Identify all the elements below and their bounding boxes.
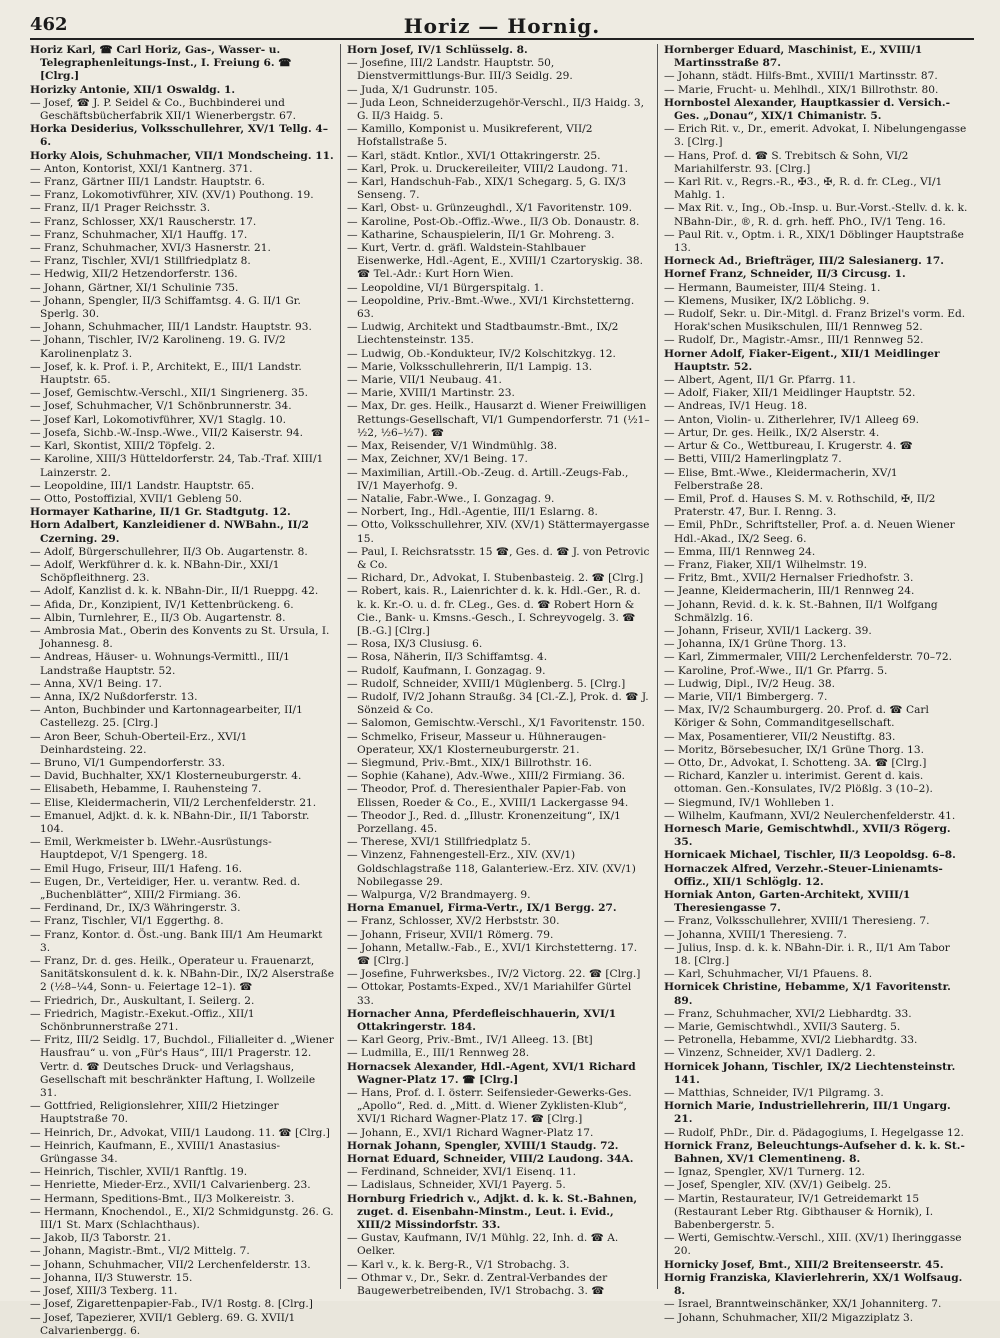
column-middle [341, 44, 658, 1298]
directory-entry: — Franz, Kontor. d. Öst.-ung. Bank III/1 Am Heumarkt 3. [30, 928, 323, 954]
directory-entry: — Vinzenz, Fahnengestell-Erz., XIV. (XV/1) Goldschlagstraße 118, Galanteriew.-Erz. XIV. (XV/1) Nobilegasse 29. [347, 849, 636, 888]
directory-entry: — Rudolf, Sekr. u. Dir.-Mitgl. d. Franz Brizel's vorm. Ed. Horak'schen Musikschulen, III/1 Rennweg 52. [664, 308, 966, 334]
directory-entry: — Rosa, IX/3 Clusiusg. 6. [347, 638, 483, 651]
directory-entry: — Anton, Violin- u. Zitherlehrer, IV/1 Alleeg 69. [664, 413, 920, 426]
directory-entry: — Franz, Volksschullehrer, XVIII/1 Theresieng. 7. [664, 915, 930, 928]
directory-entry: — Karl, städt. Kntlor., XVI/1 Ottakringerstr. 25. [347, 149, 601, 162]
directory-entry: — Hans, Prof. d. I. österr. Seifensieder-Gewerks-Ges. „Apollo“, Red. d. „Mitt. d. Wiener Zyklisten-Klub“, XVI/1 Richard Wagner-Platz 17. ☎ [Clrg.] [347, 1087, 632, 1126]
directory-entry: — Karl, Handschuh-Fab., XIX/1 Schegarg. 5, G. IX/3 Senseng. 7. [347, 176, 627, 202]
directory-entry: — Betti, VIII/2 Hamerlingplatz 7. [664, 453, 842, 466]
directory-entry: — Fritz, III/2 Seidlg. 17, Buchdol., Filialleiter d. „Wiener Hausfrau“ u. von „Für's Haus“, III/1 Pragerstr. 12. Vertr. d. ☎ Deutsches Druck- und Verlagshaus, Gesellschaft mit beschränkter Haftung, I. Wollzeile 31. [30, 1034, 334, 1100]
directory-entry: — Hermann, Speditions-Bmt., II/3 Molkereistr. 3. [30, 1192, 295, 1205]
directory-entry: — Josef, k. k. Prof. i. P., Architekt, E., III/1 Landstr. Hauptstr. 65. [30, 360, 302, 387]
directory-entry: — Josef, XIII/3 Texberg. 11. [30, 1285, 178, 1298]
directory-entry: — Hedwig, XII/2 Hetzendorferstr. 136. [30, 268, 238, 281]
directory-entry: — Gustav, Kaufmann, IV/1 Mühlg. 22, Inh. d. ☎ A. Oelker. [347, 1232, 619, 1258]
directory-entry: — Franz, II/1 Prager Reichsstr. 3. [30, 202, 211, 215]
directory-entry: — Siegmund, Priv.-Bmt., XIX/1 Billrothstr. 16. [347, 756, 592, 769]
directory-entry: — Ludwig, Dipl., IV/2 Heug. 38. [664, 677, 835, 690]
directory-entry: — Johann, Gärtner, XI/1 Schulinie 735. [30, 281, 239, 294]
directory-entry: — Josefa, Sichb.-W.-Insp.-Wwe., VII/2 Kaiserstr. 94. [30, 426, 303, 439]
directory-entry: — Leopoldine, III/1 Landstr. Hauptstr. 65. [30, 479, 255, 492]
directory-entry: — Johann, Schuhmacher, XII/2 Migazziplatz 3. [664, 1311, 914, 1324]
directory-entry: — Franz, Schuhmacher, XVI/3 Hasnerstr. 21. [30, 242, 271, 255]
directory-entry-heading: Hornacher Anna, Pferdefleischhauerin, XVI/1 Ottakringerstr. 184. [347, 1007, 617, 1034]
directory-entry: — Josef, Schuhmacher, V/1 Schönbrunnerstr. 34. [30, 400, 292, 413]
directory-entry: — Wilhelm, Kaufmann, XVI/2 Neulerchenfelderstr. 41. [664, 809, 956, 822]
directory-entry: — Josef, Gemischtw.-Verschl., XII/1 Singrienerg. 35. [30, 387, 308, 400]
directory-entry: — Franz, Gärtner III/1 Landstr. Hauptstr. 6. [30, 176, 265, 189]
directory-entry: — Ambrosia Mat., Oberin des Konvents zu St. Ursula, I. Johannesg. 8. [30, 624, 330, 651]
directory-entry: — Juda, X/1 Gudrunstr. 105. [347, 83, 498, 96]
directory-entry: — Franz, Schuhmacher, XVI/2 Liebhardtg. 33. [664, 1007, 912, 1020]
directory-entry: — Gottfried, Religionslehrer, XIII/2 Hietzinger Hauptstraße 70. [30, 1100, 279, 1126]
page-number: 462 [30, 14, 68, 35]
directory-entry: — Franz, Tischler, XVI/1 Stillfriedplatz 8. [30, 255, 251, 268]
directory-entry: — Hermann, Baumeister, III/4 Steing. 1. [664, 281, 881, 294]
directory-entry: — Hans, Prof. d. ☎ S. Trebitsch & Sohn, VI/2 Mariahilferstr. 93. [Clrg.] [664, 149, 909, 175]
directory-entry: — Eugen, Dr., Verteidiger, Her. u. verantw. Red. d. „Buchenblätter“, XIII/2 Firmiang. 36. [30, 875, 301, 901]
directory-entry: — Kamillo, Komponist u. Musikreferent, VII/2 Hofstallstraße 5. [347, 123, 593, 149]
directory-entry: — Vinzenz, Schneider, XV/1 Dadlerg. 2. [664, 1047, 876, 1060]
directory-entry: — Maximilian, Artill.-Ob.-Zeug. d. Artill.-Zeugs-Fab., IV/1 Mayerhofg. 9. [347, 466, 629, 492]
directory-entry: — Leopoldine, Priv.-Bmt.-Wwe., XVI/1 Kirchstetterng. 63. [347, 294, 635, 321]
directory-entry: — Julius, Insp. d. k. k. NBahn-Dir. i. R., II/1 Am Tabor 18. [Clrg.] [664, 941, 950, 968]
directory-entry: — Ignaz, Spengler, XV/1 Turnerg. 12. [664, 1166, 865, 1179]
directory-entry: — Adolf, Bürgerschullehrer, II/3 Ob. Augartenstr. 8. [30, 545, 308, 558]
directory-entry: — Henriette, Mieder-Erz., XVII/1 Calvarienberg. 23. [30, 1179, 311, 1192]
directory-entry-heading: Hornesch Marie, Gemischtwhdl., XVII/3 Rögerg. 35. [664, 822, 951, 849]
directory-entry: — Karl Rit. v., Regrs.-R., ✠3., ✠, R. d. fr. CLeg., VI/1 Mahlg. 1. [664, 176, 943, 202]
directory-entry: — Kurt, Vertr. d. gräfl. Waldstein-Stahlbauer Eisenwerke, Hdl.-Agent, E., XVIII/1 Czartoryskig. 38. ☎ Tel.-Adr.: Kurt Horn Wien. [347, 242, 643, 281]
directory-entry-heading: Hornbostel Alexander, Hauptkassier d. Versich.-Ges. „Donau“, XIX/1 Chimanistr. 5. [664, 96, 950, 123]
directory-entry: — Heinrich, Kaufmann, E., XVIII/1 Anastasius-Grüngasse 34. [30, 1139, 281, 1166]
directory-entry: — Max Rit. v., Ing., Ob.-Insp. u. Bur.-Vorst.-Stellv. d. k. k. NBahn-Dir., ®, R. d. grh. heff. PhO., IV/1 Teng. 16. [664, 202, 968, 228]
directory-entry: — Ottokar, Postamts-Exped., XV/1 Mariahilfer Gürtel 33. [347, 981, 632, 1007]
directory-entry: — Franz, Schlosser, XV/2 Herbststr. 30. [347, 915, 560, 928]
directory-entry-heading: Horn Josef, IV/1 Schlüsselg. 8. [347, 44, 528, 56]
directory-entry: — Ladislaus, Schneider, XVI/1 Payerg. 5. [347, 1179, 566, 1192]
directory-entry: — Aron Beer, Schuh-Oberteil-Erz., XVI/1 Deinhardsteing. 22. [30, 730, 248, 756]
directory-entry: — Norbert, Ing., Hdl.-Agentie, III/1 Eslarng. 8. [347, 506, 598, 519]
directory-entry: — Johann, Tischler, IV/2 Karolineng. 19. G. IV/2 Karolinenplatz 3. [30, 334, 286, 360]
directory-entry: — Elisabeth, Hebamme, I. Rauhensteing 7. [30, 783, 262, 796]
directory-entry: — Ludwig, Ob.-Kondukteur, IV/2 Kolschitzkyg. 12. [347, 347, 616, 360]
directory-entry: — Rudolf, Schneider, XVIII/1 Müglenberg. 5. [Clrg.] [347, 677, 626, 690]
directory-entry: — Josef, Tapezierer, XVII/1 Geblerg. 69. G. XVII/1 Calvarienbergg. 6. [30, 1311, 296, 1337]
directory-entry: — Johann, Friseur, XVII/1 Römerg. 79. [347, 928, 554, 941]
directory-entry: — Natalie, Fabr.-Wwe., I. Gonzagag. 9. [347, 492, 555, 505]
directory-entry: — Sophie (Kahane), Adv.-Wwe., XIII/2 Firmiang. 36. [347, 770, 626, 783]
directory-entry-heading: Hornberger Eduard, Maschinist, E., XVIII/1 Martinsstraße 87. [664, 44, 923, 70]
directory-entry: — Theodor J., Red. d. „Illustr. Kronenzeitung“, IX/1 Porzellang. 45. [347, 809, 621, 835]
directory-entry: — Emil, PhDr., Schriftsteller, Prof. a. d. Neuen Wiener Hdl.-Akad., IX/2 Seeg. 6. [664, 519, 955, 545]
directory-entry: — Karl, Obst- u. Grünzeughdl., X/1 Favoritenstr. 109. [347, 202, 633, 215]
directory-entry: — Rudolf, Dr., Magistr.-Amsr., III/1 Rennweg 52. [664, 334, 924, 347]
directory-entry: — Emma, III/1 Rennweg 24. [664, 545, 816, 558]
directory-entry: — Richard, Dr., Advokat, I. Stubenbasteig. 2. ☎ [Clrg.] [347, 572, 644, 585]
column-right [658, 44, 974, 1324]
directory-entry: — Max, Posamentierer, VII/2 Neustiftg. 83. [664, 730, 896, 743]
directory-entry: — Franz, Schuhmacher, XI/1 Hauffg. 17. [30, 228, 248, 241]
directory-entry: — Richard, Kanzler u. interimist. Gerent d. kais. ottoman. Gen.-Konsulates, IV/2 Plößlg. 3 (10–2). [664, 770, 933, 796]
directory-entry: — Salomon, Gemischtw.-Verschl., X/1 Favoritenstr. 150. [347, 717, 645, 730]
directory-entry: — Artur, Dr. ges. Heilk., IX/2 Alserstr. 4. [664, 426, 880, 439]
directory-entry: — Robert, kais. R., Laienrichter d. k. k. Hdl.-Ger., R. d. k. k. Kr.-O. u. d. fr. CLeg., Ges. d. ☎ Robert Horn & Cie., Bank- u. Kmsns.-Gesch., I. Schreyvogelg. 3. ☎ [B.-G.] [Clrg.] [347, 585, 641, 637]
directory-entry: — Josefine, Fuhrwerksbes., IV/2 Victorg. 22. ☎ [Clrg.] [347, 968, 641, 981]
directory-entry: — Ferdinand, Dr., IX/3 Währingerstr. 3. [30, 902, 241, 915]
directory-entry: — Andreas, IV/1 Heug. 18. [664, 400, 808, 413]
directory-entry: — Marie, XVIII/1 Martinstr. 23. [347, 387, 515, 400]
directory-entry: — Adolf, Werkführer d. k. k. NBahn-Dir., XXI/1 Schöpfleithnerg. 23. [30, 558, 280, 585]
directory-entry: — Rudolf, Kaufmann, I. Gonzagag. 9. [347, 664, 546, 677]
directory-entry-heading: Horka Desiderius, Volksschullehrer, XV/1 Tellg. 4–6. [30, 123, 328, 149]
directory-entry: — Rudolf, PhDr., Dir. d. Pädagogiums, I. Hegelgasse 12. [664, 1126, 964, 1139]
directory-entry: — Karoline, Post-Ob.-Offiz.-Wwe., II/3 Ob. Donaustr. 8. [347, 215, 640, 228]
directory-entry: — Johann, Revid. d. k. k. St.-Bahnen, II/1 Wolfgang Schmälzlg. 16. [664, 598, 938, 624]
directory-entry: — David, Buchhalter, XX/1 Klosterneuburgerstr. 4. [30, 770, 302, 783]
directory-entry-heading: Hornat Eduard, Schneider, VIII/2 Laudong. 34A. [347, 1153, 634, 1166]
directory-entry: — Emil Hugo, Friseur, III/1 Hafeng. 16. [30, 862, 242, 875]
directory-entry: — Katharine, Schauspielerin, II/1 Gr. Mohreng. 3. [347, 228, 615, 241]
directory-entry: — Albert, Agent, II/1 Gr. Pfarrg. 11. [664, 374, 856, 387]
directory-entry: — Johann, Schuhmacher, III/1 Landstr. Hauptstr. 93. [30, 321, 312, 334]
directory-entry: — Therese, XVI/1 Stillfriedplatz 5. [347, 836, 531, 849]
directory-entry-heading: Hornburg Friedrich v., Adjkt. d. k. k. St.-Bahnen, zuget. d. Eisenbahn-Minstm., Leut. i. Evid., XIII/2 Missindorfstr. 33. [347, 1192, 638, 1232]
directory-entry: — Johann, E., XVI/1 Richard Wagner-Platz 17. [347, 1126, 594, 1139]
directory-entry: — Juda Leon, Schneiderzugehör-Verschl., II/3 Haidg. 3, G. II/3 Haidg. 5. [347, 96, 644, 123]
directory-entry: — Karl, Zimmermaler, VIII/2 Lerchenfelderstr. 70–72. [664, 651, 952, 664]
directory-entry: — Emil, Werkmeister b. LWehr.-Ausrüstungs-Hauptdepot, V/1 Spengerg. 18. [30, 836, 272, 862]
directory-entry: — Karl Georg, Priv.-Bmt., IV/1 Alleeg. 13. [Bt] [347, 1034, 593, 1047]
directory-entry: — Otto, Postoffizial, XVII/1 Gebleng 50. [30, 492, 242, 505]
directory-entry: — Friedrich, Dr., Auskultant, I. Seilerg. 2. [30, 994, 255, 1007]
directory-entry: — Josef Karl, Lokomotivführer, XV/1 Staglg. 10. [30, 413, 287, 426]
directory-entry: — Karoline, XIII/3 Hütteldorferstr. 24, Tab.-Traf. XIII/1 Lainzerstr. 2. [30, 453, 324, 479]
directory-entry: — Othmar v., Dr., Sekr. d. Zentral-Verbandes der Baugewerbetreibenden, IV/1 Strobachg. 3. ☎ [347, 1271, 608, 1298]
directory-entry: — Otto, Dr., Advokat, I. Schotteng. 3A. ☎ [Clrg.] [664, 756, 927, 769]
directory-entry: — Johanna, IX/1 Grüne Thorg. 13. [664, 638, 847, 651]
directory-entry: — Martin, Restaurateur, IV/1 Getreidemarkt 15 (Restaurant Leber Rtg. Gibthauser & Hornik), I. Babenbergerstr. 5. [664, 1192, 934, 1232]
directory-entry: — Franz, Fiaker, XII/1 Wilhelmstr. 19. [664, 558, 867, 571]
column-left [30, 44, 341, 1337]
directory-entry: — Johann, Magistr.-Bmt., VI/2 Mittelg. 7. [30, 1245, 250, 1258]
directory-entry: — Johann, Metallw.-Fab., E., XVI/1 Kirchstetterng. 17. ☎ [Clrg.] [347, 941, 638, 968]
directory-entry-heading: Hornicky Josef, Bmt., XIII/2 Breitenseerstr. 45. [664, 1258, 944, 1271]
directory-entry: — Josef, ☎ J. P. Seidel & Co., Buchbinderei und Geschäftsbücherfabrik XII/1 Wienerbergstr. 67. [30, 96, 296, 123]
directory-entry: — Karl v., k. k. Berg-R., V/1 Strobachg. 3. [347, 1258, 570, 1271]
directory-entry: — Moritz, Börsebesucher, IX/1 Grüne Thorg. 13. [664, 743, 925, 756]
directory-entry: — Matthias, Schneider, IV/1 Pilgramg. 3. [664, 1087, 884, 1100]
directory-entry-heading: Horiz Karl, ☎ Carl Horiz, Gas-, Wasser- u. Telegraphenleitungs-Inst., I. Freiung 6. ☎ [Clrg.] [30, 44, 292, 83]
directory-entry: — Bruno, VI/1 Gumpendorferstr. 33. [30, 756, 225, 769]
directory-entry-heading: Hornick Franz, Beleuchtungs-Aufseher d. k. k. St.-Bahnen, XV/1 Clementineng. 8. [664, 1139, 965, 1166]
directory-entry-heading: Hornaczek Alfred, Verzehr.-Steuer-Linienamts-Offiz., XII/1 Schlöglg. 12. [664, 862, 943, 888]
header-rule [30, 38, 974, 40]
directory-entry-heading: Hornak Johann, Spengler, XVIII/1 Staudg. 72. [347, 1139, 619, 1152]
directory-entry: — Anton, Kontorist, XXI/1 Kantnerg. 371. [30, 162, 253, 175]
directory-entry: — Paul, I. Reichsratsstr. 15 ☎, Ges. d. ☎ J. von Petrovic & Co. [347, 545, 650, 571]
directory-entry: — Johann, Spengler, II/3 Schiffamtsg. 4. G. II/1 Gr. Sperlg. 30. [30, 294, 301, 321]
directory-entry: — Walpurga, V/2 Brandmayerg. 9. [347, 889, 531, 901]
directory-entry-heading: Horky Alois, Schuhmacher, VII/1 Mondscheing. 11. [30, 149, 334, 162]
directory-entry-heading: Hormayer Katharine, II/1 Gr. Stadtgutg. 12. [30, 506, 291, 519]
directory-entry-heading: Horneck Ad., Briefträger, III/2 Salesianerg. 17. [664, 255, 944, 268]
directory-entry: — Israel, Branntweinschänker, XX/1 Johanniterg. 7. [664, 1298, 942, 1311]
directory-entry: — Adolf, Fiaker, XII/1 Meidlinger Hauptstr. 52. [664, 387, 916, 400]
directory-entry: — Ludmilla, E., III/1 Rennweg 28. [347, 1047, 530, 1060]
directory-entry: — Karl, Prok. u. Druckereileiter, VIII/2 Laudong. 71. [347, 162, 628, 175]
directory-entry: — Artur & Co., Wettbureau, I. Krugerstr. 4. ☎ [664, 440, 913, 453]
directory-entry: — Emil, Prof. d. Hauses S. M. v. Rothschild, ✠, II/2 Praterstr. 47, Bur. I. Renng. 3. [664, 492, 936, 519]
directory-entry-heading: Hornicek Christine, Hebamme, X/1 Favoritenstr. 89. [664, 981, 951, 1007]
directory-entry: — Adolf, Kanzlist d. k. k. NBahn-Dir., II/1 Rueppg. 42. [30, 585, 319, 598]
directory-entry: — Emanuel, Adjkt. d. k. k. NBahn-Dir., II/1 Taborstr. 104. [30, 809, 310, 835]
directory-entry-heading: Horn Adalbert, Kanzleidiener d. NWBahn., II/2 Czerning. 29. [30, 519, 309, 545]
directory-entry: — Otto, Volksschullehrer, XIV. (XV/1) Stättermayergasse 15. [347, 519, 650, 545]
directory-entry: — Afida, Dr., Konzipient, IV/1 Kettenbrückeng. 6. [30, 598, 294, 611]
directory-entry: — Heinrich, Dr., Advokat, VIII/1 Laudong. 11. ☎ [Clrg.] [30, 1126, 330, 1139]
directory-entry-heading: Hornich Marie, Industriellehrerin, III/1 Ungarg. 21. [664, 1100, 951, 1126]
directory-entry-heading: Hornacsek Alexander, Hdl.-Agent, XVI/1 Richard Wagner-Platz 17. ☎ [Clrg.] [347, 1060, 636, 1086]
directory-entry-heading: Hornicaek Michael, Tischler, II/3 Leopoldsg. 6–8. [664, 849, 956, 862]
directory-entry: — Franz, Lokomotivführer, XIV. (XV/1) Pouthong. 19. [30, 189, 314, 202]
directory-entry: — Jakob, II/3 Taborstr. 21. [30, 1232, 171, 1245]
directory-entry: — Max, Zeichner, XV/1 Being. 17. [347, 453, 528, 466]
directory-entry: — Ferdinand, Schneider, XVI/1 Eisenq. 11. [347, 1166, 576, 1179]
directory-entry-heading: Horizky Antonie, XII/1 Oswaldg. 1. [30, 83, 236, 96]
directory-entry: — Marie, Volksschullehrerin, II/1 Lampig. 13. [347, 360, 593, 373]
directory-entry: — Karoline, Prof.-Wwe., II/1 Gr. Pfarrg. 5. [664, 664, 888, 677]
directory-entry: — Johanna, II/3 Stuwerstr. 15. [30, 1271, 193, 1284]
directory-entry: — Fritz, Bmt., XVII/2 Hernalser Friedhofstr. 3. [664, 572, 914, 585]
directory-entry: — Marie, VII/1 Bimbergerg. 7. [664, 690, 828, 703]
directory-entry: — Rudolf, IV/2 Johann Straußg. 34 [Cl.-Z.], Prok. d. ☎ J. Sönzeid & Co. [347, 690, 649, 717]
directory-entry: — Heinrich, Tischler, XVII/1 Ranftlg. 19. [30, 1166, 248, 1179]
directory-entry: — Paul Rit. v., Optm. i. R., XIX/1 Döblinger Hauptstraße 13. [664, 228, 964, 255]
directory-entry: — Anna, XV/1 Being. 17. [30, 677, 162, 690]
directory-entry-heading: Hornef Franz, Schneider, II/3 Circusg. 1. [664, 268, 906, 281]
directory-entry-heading: Hornicek Johann, Tischler, IX/2 Liechtensteinstr. 141. [664, 1060, 956, 1086]
directory-entry: — Johanna, XVIII/1 Theresieng. 7. [664, 928, 847, 941]
directory-entry-heading: Horna Emanuel, Firma-Vertr., IX/1 Bergg. 27. [347, 902, 617, 915]
directory-entry: — Franz, Tischler, VI/1 Eggerthg. 8. [30, 915, 224, 928]
directory-entry: — Josef, Zigarettenpapier-Fab., IV/1 Rostg. 8. [Clrg.] [30, 1298, 313, 1311]
directory-entry: — Hermann, Knochendol., E., XI/2 Schmidgunstg. 26. G. III/1 St. Marx (Schlachthaus). [30, 1205, 334, 1232]
directory-entry: — Albin, Turnlehrer, E., II/3 Ob. Augartenstr. 8. [30, 611, 286, 624]
directory-entry: — Rosa, Näherin, II/3 Schiffamtsg. 4. [347, 651, 548, 664]
directory-columns [30, 44, 974, 1337]
directory-entry: — Marie, VII/1 Neubaug. 41. [347, 374, 502, 387]
directory-entry: — Johann, Friseur, XVII/1 Lackerg. 39. [664, 624, 872, 637]
directory-entry: — Max, Dr. ges. Heilk., Hausarzt d. Wiener Freiwilligen Rettungs-Gesellschaft, VI/1 Gumpendorferstr. 71 (½1–½2, ½6–½7). ☎ [347, 400, 650, 439]
directory-entry: — Marie, Gemischtwhdl., XVII/3 Sauterg. 5. [664, 1021, 901, 1034]
directory-entry: — Elise, Bmt.-Wwe., Kleidermacherin, XV/1 Felberstraße 28. [664, 466, 898, 492]
page-header [30, 14, 974, 40]
directory-entry: — Jeanne, Kleidermacherin, III/1 Rennweg 24. [664, 585, 915, 598]
directory-entry: — Marie, Frucht- u. Mehlhdl., XIX/1 Billrothstr. 80. [664, 83, 939, 96]
directory-entry: — Theodor, Prof. d. Theresienthaler Papier-Fab. von Elissen, Roeder & Co., E., XVIII/1 Lackergasse 94. [347, 783, 629, 809]
directory-entry: — Anna, IX/2 Nußdorferstr. 13. [30, 690, 198, 703]
directory-entry-heading: Horniak Anton, Garten-Architekt, XVIII/1 Theresiengasse 7. [664, 889, 911, 915]
directory-entry: — Max, Reisender, V/1 Windmühlg. 38. [347, 440, 558, 453]
directory-entry: — Andreas, Häuser- u. Wohnungs-Vermittl., III/1 Landstraße Hauptstr. 52. [30, 651, 290, 677]
directory-entry: — Werti, Gemischtw.-Verschl., XIII. (XV/1) Iheringgasse 20. [664, 1232, 962, 1258]
directory-entry: — Max, IV/2 Schaumburgerg. 20. Prof. d. ☎ Carl Köriger & Sohn, Commanditgesellschaft. [664, 704, 929, 730]
directory-entry: — Karl, Schuhmacher, VI/1 Pfauens. 8. [664, 968, 873, 981]
directory-entry: — Ludwig, Architekt und Stadtbaumstr.-Bmt., IX/2 Liechtensteinstr. 135. [347, 321, 619, 347]
directory-entry: — Johann, städt. Hilfs-Bmt., XVIII/1 Martinsstr. 87. [664, 70, 938, 83]
directory-entry-heading: Horner Adolf, Fiaker-Eigent., XII/1 Meidlinger Hauptstr. 52. [664, 347, 940, 373]
directory-entry-heading: Hornig Franziska, Klavierlehrerin, XX/1 Wolfsaug. 8. [664, 1271, 963, 1298]
directory-entry: — Klemens, Musiker, IX/2 Löblichg. 9. [664, 294, 870, 307]
directory-entry: — Friedrich, Magistr.-Exekut.-Offiz., XII/1 Schönbrunnerstraße 271. [30, 1007, 255, 1034]
directory-entry: — Josef, Spengler, XIV. (XV/1) Geibelg. 25. [664, 1179, 892, 1192]
page-title: Horiz — Hornig. [403, 14, 601, 38]
directory-entry: — Leopoldine, VI/1 Bürgerspitalg. 1. [347, 281, 544, 294]
directory-entry: — Franz, Dr. d. ges. Heilk., Operateur u. Frauenarzt, Sanitätskonsulent d. k. k. NBahn-Dir., IX/2 Alserstraße 2 (½8–¼4, Sonn- u. Feiertage 12–1). ☎ [30, 955, 334, 994]
directory-entry: — Petronella, Hebamme, XVI/2 Liebhardtg. 33. [664, 1034, 918, 1047]
directory-entry: — Anton, Buchbinder und Kartonnagearbeiter, II/1 Castellezg. 25. [Clrg.] [30, 704, 303, 730]
directory-entry: — Johann, Schuhmacher, VII/2 Lerchenfelderstr. 13. [30, 1258, 311, 1271]
directory-entry: — Karl, Skontist, XIII/2 Töpfelg. 2. [30, 440, 216, 453]
directory-entry: — Elise, Kleidermacherin, VII/2 Lerchenfelderstr. 21. [30, 796, 317, 809]
directory-entry: — Erich Rit. v., Dr., emerit. Advokat, I. Nibelungengasse 3. [Clrg.] [664, 123, 967, 149]
directory-entry: — Schmelko, Friseur, Masseur u. Hühneraugen-Operateur, XX/1 Klosterneuburgerstr. 21. [347, 730, 606, 756]
directory-entry: — Franz, Schlosser, XX/1 Rauscherstr. 17. [30, 215, 257, 228]
directory-entry: — Josefine, III/2 Landstr. Hauptstr. 50, Dienstvermittlungs-Bur. III/3 Seidlg. 29. [347, 57, 573, 83]
directory-entry: — Siegmund, IV/1 Wohlleben 1. [664, 796, 835, 809]
